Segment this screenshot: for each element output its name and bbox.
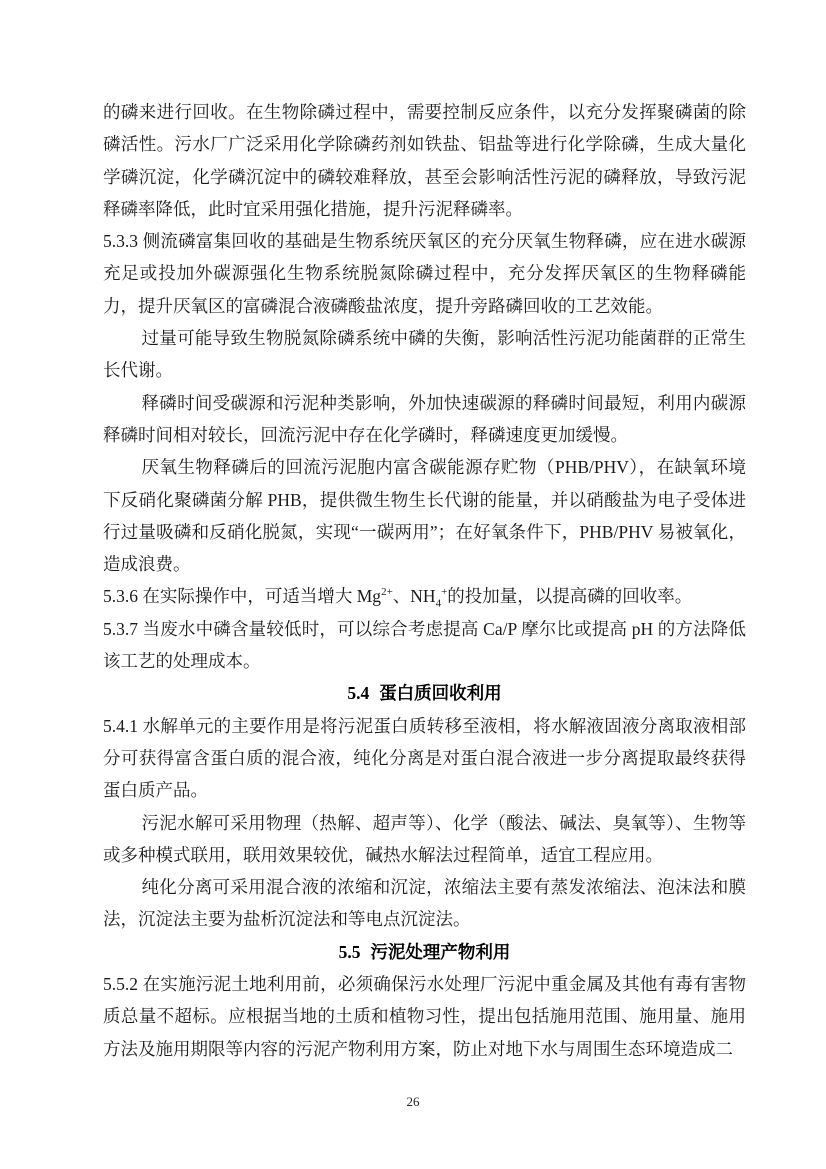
paragraph-5-4-1: 5.4.1 水解单元的主要作用是将污泥蛋白质转移至液相，将水解液固液分离取液相部分可获得富含蛋白质的混合液，纯化分离是对蛋白混合液进一步分离提取最终获得蛋白质产品。	[103, 715, 746, 801]
paragraph-sludge-hydrolysis: 污泥水解可采用物理（热解、超声等）、化学（酸法、碱法、臭氧等）、生物等或多种模式联用，联用效果较优，碱热水解法过程简单，适宜工程应用。	[103, 812, 746, 865]
section-heading-5-4	[103, 677, 746, 709]
nh-superscript: +	[441, 586, 448, 599]
nh-subscript: 4	[435, 597, 442, 610]
p536-text-mid: 、NH	[392, 586, 436, 607]
p536-text-pre: 5.3.6 在实际操作中，可适当增大 Mg	[103, 586, 382, 607]
document-body	[103, 96, 746, 1065]
paragraph-5-3-6	[103, 580, 746, 612]
heading-5-5-number: 5.5	[338, 941, 361, 962]
p536-text-post: 的投加量，以提高磷的回收率。	[447, 586, 693, 607]
paragraph-release-time: 释磷时间受碳源和污泥种类影响，外加快速碳源的释磷时间最短，利用内碳源释磷时间相对较长，回流污泥中存在化学磷时，释磷速度更加缓慢。	[103, 392, 746, 445]
paragraph-phosphorus-imbalance: 过量可能导致生物脱氮除磷系统中磷的失衡，影响活性污泥功能菌群的正常生长代谢。	[103, 328, 746, 381]
paragraph-5-3-7: 5.3.7 当废水中磷含量较低时，可以综合考虑提高 Ca/P 摩尔比或提高 pH 的方法降低该工艺的处理成本。	[103, 618, 746, 672]
paragraph-phb-phv: 厌氧生物释磷后的回流污泥胞内富含碳能源存贮物（PHB/PHV），在缺氧环境下反硝化聚磷菌分解 PHB，提供微生物生长代谢的能量，并以硝酸盐为电子受体进行过量吸磷和反硝化脱氮，实现“一碳两用”；在好氧条件下，PHB/PHV 易被氧化，造成浪费。	[103, 457, 746, 575]
section-heading-5-5	[103, 936, 746, 968]
paragraph-purification-separation: 纯化分离可采用混合液的浓缩和沉淀，浓缩法主要有蒸发浓缩法、泡沫法和膜法，沉淀法主要为盐析沉淀法和等电点沉淀法。	[103, 877, 746, 930]
heading-5-5-title: 污泥处理产物利用	[370, 941, 511, 962]
paragraph-5-5-2: 5.5.2 在实施污泥土地利用前，必须确保污水处理厂污泥中重金属及其他有毒有害物质总量不超标。应根据当地的土质和植物习性，提出包括施用范围、施用量、施用方法及施用期限等内容的污泥产物利用方案，防止对地下水与周围生态环境造成二	[103, 974, 746, 1059]
page-number: 26	[406, 1094, 420, 1109]
paragraph-5-3-3: 5.3.3 侧流磷富集回收的基础是生物系统厌氧区的充分厌氧生物释磷，应在进水碳源充足或投加外碳源强化生物系统脱氮除磷过程中，充分发挥厌氧区的生物释磷能力，提升厌氧区的富磷混合液磷酸盐浓度，提升旁路磷回收的工艺效能。	[103, 231, 746, 316]
paragraph-continuation: 的磷来进行回收。在生物除磷过程中，需要控制反应条件，以充分发挥聚磷菌的除磷活性。污水厂广泛采用化学除磷药剂如铁盐、铝盐等进行化学除磷，生成大量化学磷沉淀，化学磷沉淀中的磷较难释放，甚至会影响活性污泥的磷释放，导致污泥释磷率降低，此时宜采用强化措施，提升污泥释磷率。	[103, 102, 746, 219]
mg-superscript: 2+	[381, 586, 393, 599]
heading-5-4-number: 5.4	[347, 683, 370, 704]
heading-5-4-title: 蛋白质回收利用	[379, 683, 502, 704]
